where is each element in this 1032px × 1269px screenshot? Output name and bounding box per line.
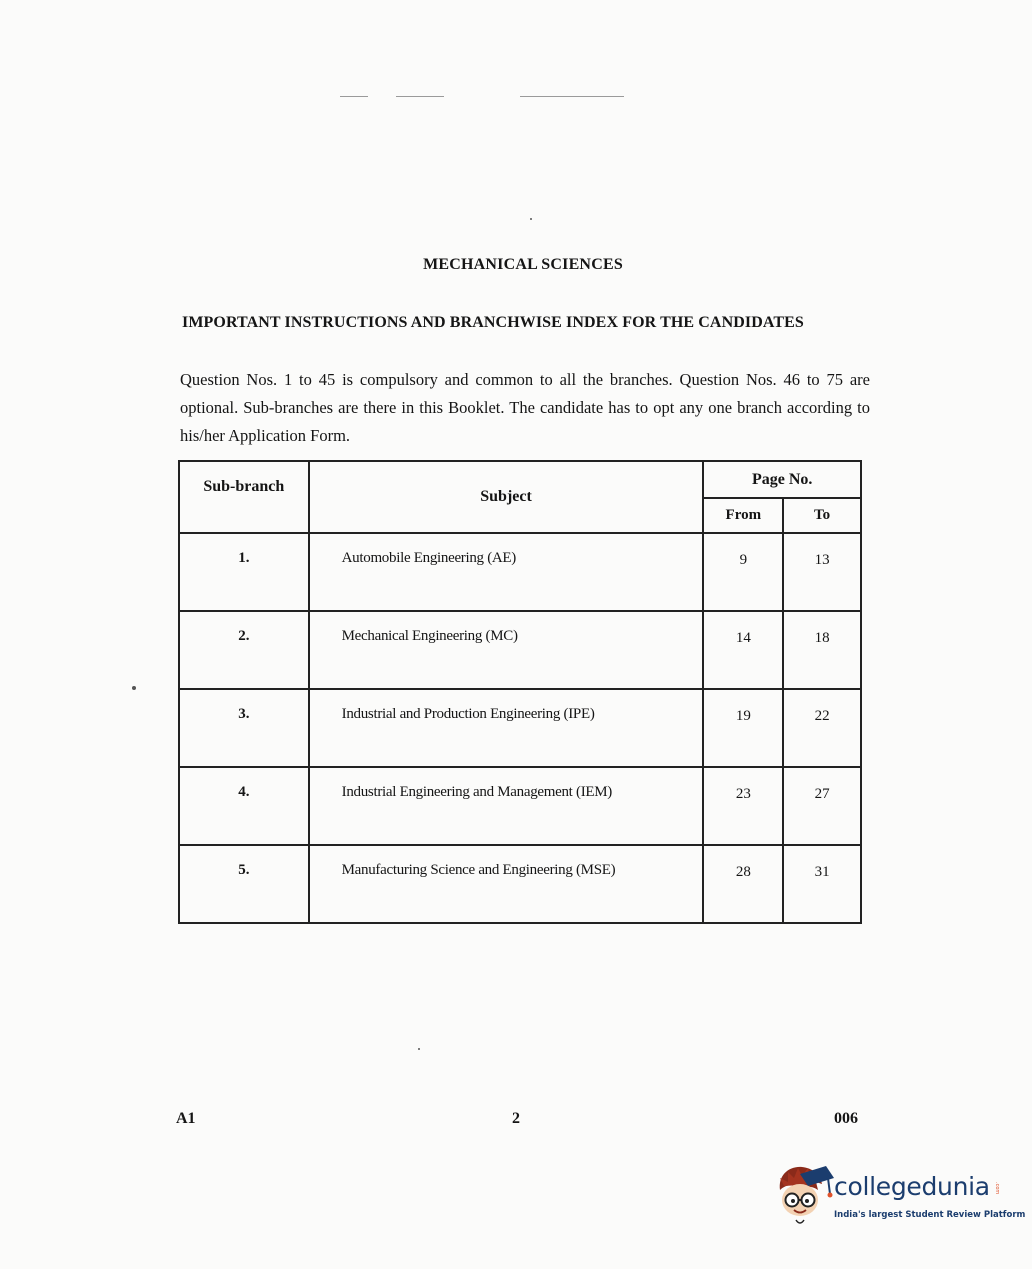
scan-artifact <box>340 96 368 97</box>
header-to: To <box>783 498 861 533</box>
page-title: MECHANICAL SCIENCES <box>423 256 623 273</box>
subject-name: Industrial Engineering and Management (IEM) <box>309 767 704 845</box>
header-from: From <box>703 498 783 533</box>
instructions-paragraph: Question Nos. 1 to 45 is compulsory and common to all the branches. Question Nos. 46 to 75 are optional. Sub-branches are there in this Booklet. The candidate has to opt any one branch according to his/her Application Form. <box>180 370 870 445</box>
header-sub-branch: Sub-branch <box>179 461 309 533</box>
scan-speck <box>132 686 136 690</box>
page-from: 14 <box>703 611 783 689</box>
subject-name: Mechanical Engineering (MC) <box>309 611 704 689</box>
subject-name: Manufacturing Science and Engineering (MSE) <box>309 845 704 923</box>
scan-speck <box>530 218 532 220</box>
sub-branch-number: 5. <box>179 845 309 923</box>
sub-branch-number: 4. <box>179 767 309 845</box>
page-from: 9 <box>703 533 783 611</box>
subject-name: Industrial and Production Engineering (IPE) <box>309 689 704 767</box>
page-to: 27 <box>783 767 861 845</box>
page-to: 18 <box>783 611 861 689</box>
page-from: 28 <box>703 845 783 923</box>
footer-booklet-code: A1 <box>176 1110 196 1127</box>
watermark-tagline: India's largest Student Review Platform <box>834 1210 1026 1220</box>
subject-name: Automobile Engineering (AE) <box>309 533 704 611</box>
footer-paper-code: 006 <box>834 1110 858 1127</box>
page-subtitle: IMPORTANT INSTRUCTIONS AND BRANCHWISE INDEX FOR THE CANDIDATES <box>182 314 804 331</box>
watermark-brand: collegedunia <box>834 1172 990 1201</box>
branch-index-table <box>178 460 862 924</box>
table-row <box>179 611 861 689</box>
table-row <box>179 533 861 611</box>
sub-branch-number: 3. <box>179 689 309 767</box>
scan-speck <box>418 1048 420 1050</box>
page-to: 22 <box>783 689 861 767</box>
page-to: 13 <box>783 533 861 611</box>
page-from: 19 <box>703 689 783 767</box>
sub-branch-number: 2. <box>179 611 309 689</box>
table-row <box>179 767 861 845</box>
scan-artifact <box>520 96 624 97</box>
header-subject: Subject <box>309 461 704 533</box>
footer-page-number: 2 <box>512 1110 520 1127</box>
graduate-mascot-icon <box>772 1160 834 1230</box>
table-row <box>179 845 861 923</box>
page-from: 23 <box>703 767 783 845</box>
page-to: 31 <box>783 845 861 923</box>
watermark-suffix: .com <box>994 1182 1000 1195</box>
header-page-no: Page No. <box>703 461 861 498</box>
collegedunia-watermark <box>772 1160 1026 1232</box>
table-row <box>179 689 861 767</box>
scan-artifact <box>396 96 444 97</box>
sub-branch-number: 1. <box>179 533 309 611</box>
